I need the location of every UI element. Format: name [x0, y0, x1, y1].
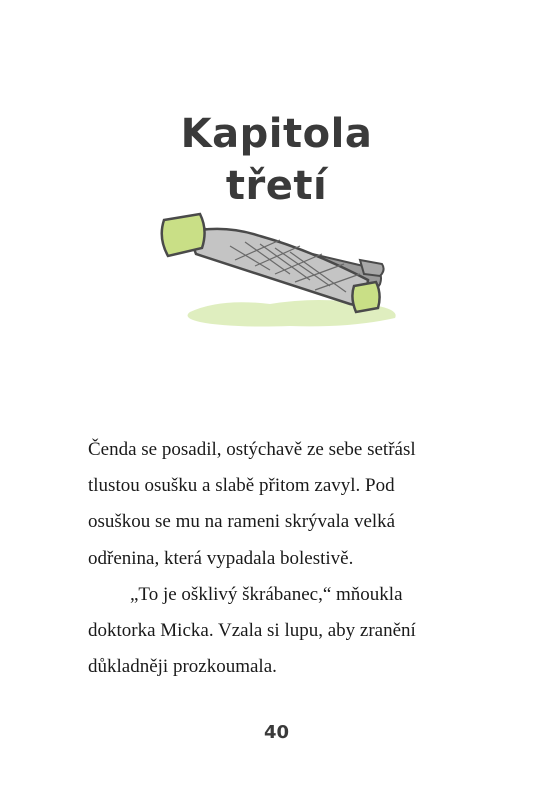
- page-number: 40: [263, 722, 290, 743]
- text-line: tlustou osušku a slabě přitom zavyl. Pod: [88, 475, 395, 497]
- towel-left-end: [162, 214, 205, 256]
- text-line: doktorka Micka. Vzala si lupu, aby zranění: [88, 620, 416, 642]
- text-line: „To je ošklivý škrábanec,“ mňoukla: [130, 583, 403, 605]
- chapter-title-line-1: Kapitola: [180, 111, 373, 157]
- paragraph-2: [88, 577, 478, 686]
- text-line: Čenda se posadil, ostýchavě ze sebe setřásl: [88, 439, 416, 460]
- chapter-title: [0, 108, 553, 212]
- text-line: odřenina, která vypadala bolestivě.: [88, 547, 354, 569]
- text-line: důkladněji prozkoumala.: [88, 656, 277, 678]
- folded-towel-icon: [150, 200, 410, 340]
- paragraph-1: [88, 432, 478, 577]
- body-text: [88, 432, 478, 685]
- text-line: osuškou se mu na rameni skrývala velká: [88, 511, 396, 533]
- towel-top-tip: [360, 260, 384, 276]
- towel-right-end: [352, 282, 379, 312]
- chapter-title-line-2: třetí: [225, 163, 328, 209]
